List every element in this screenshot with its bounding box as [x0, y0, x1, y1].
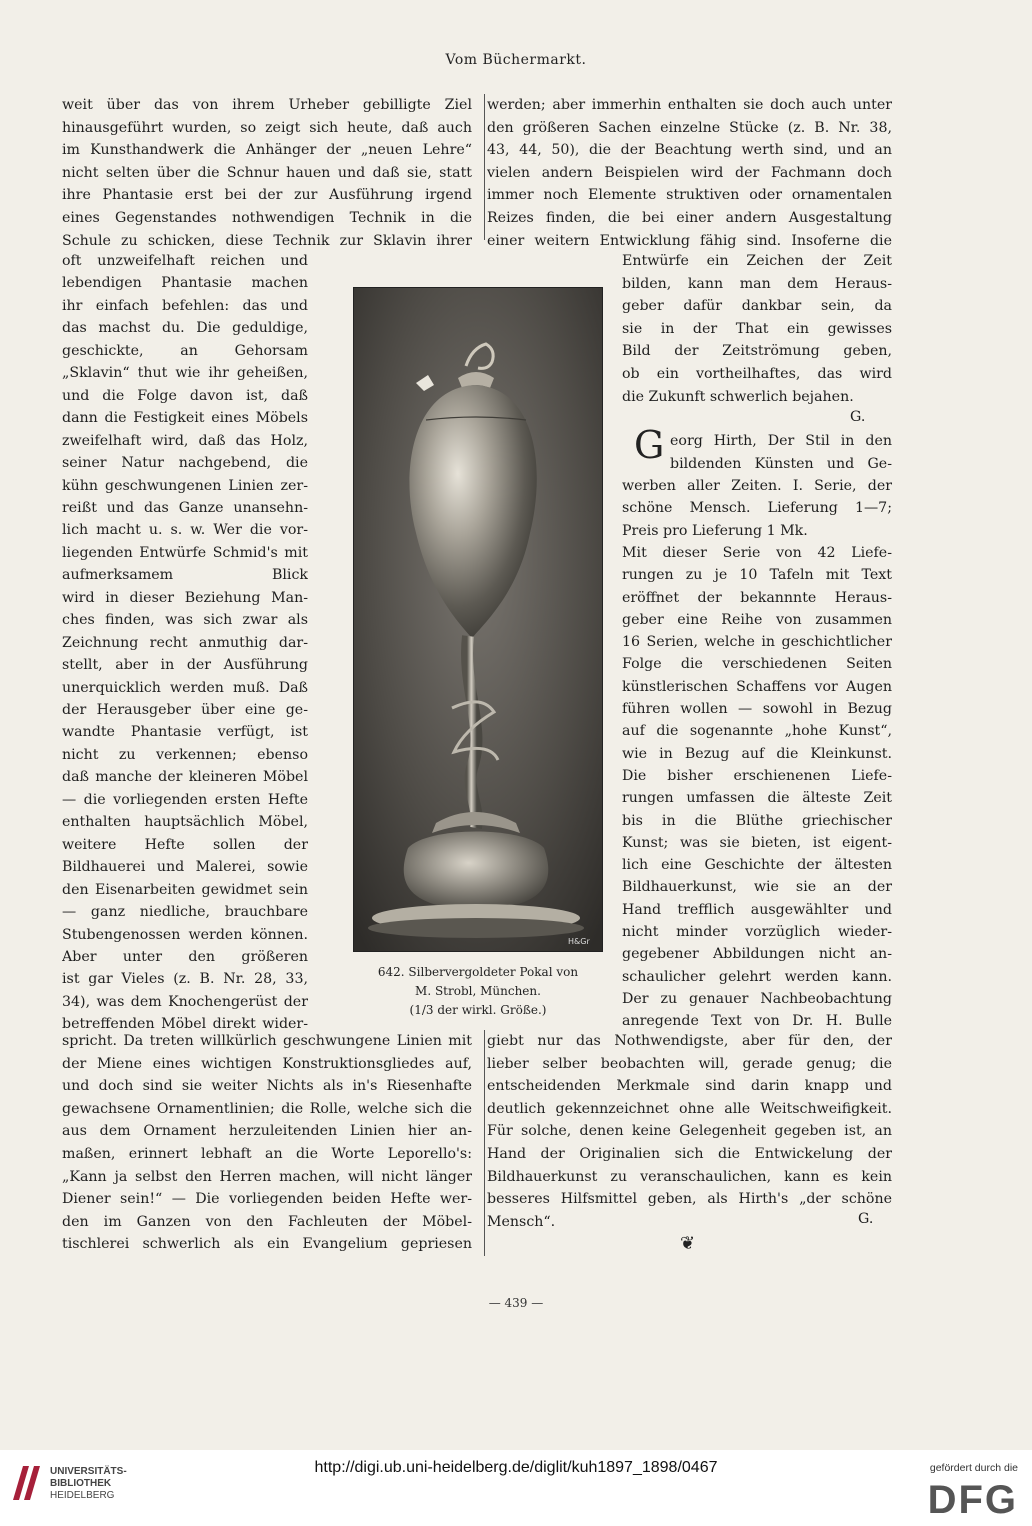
dfg-logo[interactable]: DFG: [927, 1478, 1018, 1522]
text-line: im Kunsthandwerk die Anhänger der „neuen Lehre“: [62, 142, 472, 159]
text-line: den Eisenarbeiten gewidmet sein: [62, 881, 308, 898]
lobed-foot: [404, 832, 549, 911]
text-line: Die bisher erschienenen Liefe-: [622, 767, 892, 784]
text-line: Mensch“.: [487, 1213, 556, 1230]
library-name-line: HEIDELBERG: [50, 1490, 115, 1501]
funding-label: gefördert durch die: [929, 1462, 1018, 1474]
text-line: eröffnet der bekannnte Heraus-: [622, 589, 892, 606]
text-line: dann die Festigkeit eines Möbels: [62, 410, 308, 427]
text-line: bilden, kann man dem Heraus-: [622, 275, 892, 292]
text-line: weit über das von ihrem Urheber gebilligte Ziel: [62, 97, 472, 113]
text-line: hinausgeführt wurden, so zeigt sich heute, daß auch: [62, 119, 472, 136]
text-line: „Sklavin“ thut wie ihr geheißen,: [62, 365, 308, 382]
text-line: auf die sogenannte „hohe Kunst“,: [622, 723, 892, 740]
text-line: deutlich gekennzeichnet ohne alle Weitschweifigkeit.: [487, 1100, 892, 1117]
text-line: schaulicher gelehrt werden kann.: [622, 968, 892, 985]
text-line: Reizes finden, die bei einer andern Ausgestaltung: [487, 210, 892, 226]
text-line: eorg Hirth, Der Stil in den: [670, 433, 892, 449]
text-line: liegenden Entwürfe Schmid's mit: [62, 544, 308, 561]
text-line: maßen, erinnert lebhaft an die Worte Leporello's:: [62, 1146, 472, 1162]
text-line: nicht selten über die Schnur hauen und daß sie, statt: [62, 164, 472, 181]
page-number: — 439 —: [488, 1296, 544, 1310]
text-line: nicht zu verkennen; ebenso: [62, 746, 308, 763]
text-line: rungen umfassen die älteste Zeit: [622, 790, 892, 807]
fleuron-ornament: ❦: [680, 1233, 696, 1254]
library-name-line: BIBLIOTHEK: [50, 1478, 112, 1489]
text-line: künstlerischen Schaffens vor Augen: [622, 678, 892, 695]
text-line: 16 Serien, welche in geschichtlicher: [622, 634, 892, 651]
text-line: Schule zu schicken, diese Technik zur Sklavin ihrer: [62, 232, 472, 249]
text-line: nicht minder vorzüglich wieder-: [622, 924, 892, 940]
text-line: geschickte, an Gehorsam: [62, 342, 308, 359]
text-line: ihr einfach befehlen: das und: [62, 297, 308, 314]
text-line: betreffenden Möbel direkt wider-: [62, 1016, 308, 1033]
text-line: ob ein vortheilhaftes, das wird: [622, 366, 892, 382]
text-line: aus dem Ornament herzuleitenden Linien hier an-: [62, 1123, 472, 1140]
library-name-line: UNIVERSITÄTS-: [50, 1466, 127, 1477]
text-line: — die vorliegenden ersten Hefte: [62, 791, 308, 808]
text-line: der Herausgeber über eine ge-: [62, 702, 308, 718]
text-line: aufmerksamem Blick: [62, 567, 308, 584]
text-line: Hand trefflich ausgewählter und: [622, 901, 892, 918]
text-line: lieber selber beobachten will, gerade genug; die: [487, 1055, 892, 1072]
text-line: vielen andern Beispielen wird der Fachmann doch: [487, 164, 892, 181]
text-line: wandte Phantasie verfügt, ist: [62, 724, 308, 741]
text-line: giebt nur das Nothwendigste, aber für den, der: [487, 1033, 892, 1049]
figure-caption-line-2: M. Strobl, München.: [415, 984, 541, 998]
column-rule-top: [484, 94, 485, 240]
text-line: Stubengenossen werden können.: [62, 926, 308, 943]
text-line: rungen zu je 10 Tafeln mit Text: [622, 567, 892, 584]
column-rule-bottom: [484, 1030, 485, 1256]
text-line: ches finden, was sich zwar als: [62, 612, 308, 629]
text-line: Kunst; was sie bieten, ist eigent-: [622, 834, 892, 851]
text-line: ihre Phantasie erst bei der zur Ausführung irgend: [62, 187, 472, 204]
text-line: lich eine Geschichte der ältesten: [622, 857, 892, 874]
text-line: ist gar Vieles (z. B. Nr. 28, 33,: [62, 971, 308, 988]
text-line: werben aller Zeiten. I. Serie, der: [622, 478, 892, 494]
text-line: Bildhauerkunst zu veranschaulichen, kann es kein: [487, 1168, 892, 1185]
text-line: den größeren Sachen einzelne Stücke (z. B. Nr. 38,: [487, 119, 892, 136]
figure-caption-line-1: 642. Silbervergoldeter Pokal von: [377, 965, 579, 979]
text-line: Aber unter den größeren: [62, 948, 308, 965]
text-line: seiner Natur nachgebend, die: [62, 455, 308, 472]
text-line: einer weitern Entwicklung fähig sind. Insoferne die: [487, 232, 892, 249]
permalink-url[interactable]: http://digi.ub.uni-heidelberg.de/diglit/kuh1897_1898/0467: [314, 1459, 718, 1476]
text-line: der Miene eines wichtigen Konstruktionsgliedes auf,: [62, 1055, 472, 1072]
text-line: tischlerei schwerlich als ein Evangelium gepriesen: [62, 1236, 472, 1253]
text-line: anregende Text von Dr. H. Bulle: [622, 1013, 892, 1030]
text-line: Entwürfe ein Zeichen der Zeit: [622, 253, 892, 269]
text-line: bis in die Blüthe griechischer: [622, 812, 892, 829]
text-line: eines Gegenstandes nothwendigen Technik in die: [62, 210, 472, 226]
text-line: spricht. Da treten willkürlich geschwungene Linien mit: [62, 1033, 472, 1049]
text-line: zweifelhaft wird, daß das Holz,: [62, 432, 308, 449]
text-line: reißt und das Ganze unansehn-: [62, 499, 308, 516]
text-line: Bildhauerei und Malerei, sowie: [62, 859, 308, 876]
text-line: lebendigen Phantasie machen: [62, 275, 308, 292]
text-line: Diener sein!“ — Die vorliegenden beiden Hefte wer-: [62, 1191, 472, 1208]
text-line: entscheidenden Merkmale sind darin knapp und: [487, 1078, 892, 1095]
text-line: Bild der Zeitströmung geben,: [622, 343, 892, 360]
text-line: die Zukunft schwerlich bejahen.: [622, 388, 854, 405]
text-line: immer noch Elemente struktiven oder ornamentalen: [487, 187, 892, 204]
text-line: das machst du. Die geduldige,: [62, 320, 308, 337]
text-line: und doch sind sie weiter Nichts als in's Riesenhafte: [62, 1078, 472, 1095]
signature-g-end: G.: [858, 1211, 874, 1227]
text-line: gewachsene Ornamentlinien; die Rolle, welche sich die: [62, 1100, 472, 1117]
text-line: schöne Mensch. Lieferung 1—7;: [622, 500, 892, 517]
text-line: führen wollen — sowohl in Bezug: [622, 701, 892, 717]
foot-plate: [368, 918, 584, 938]
text-line: Mit dieser Serie von 42 Liefe-: [622, 544, 892, 561]
text-line: bildenden Künsten und Ge-: [670, 455, 892, 472]
text-line: geber eine Reihe von zusammen: [622, 611, 892, 628]
text-line: lich macht u. s. w. Wer die vor-: [62, 522, 308, 539]
text-line: und die Folge davon ist, daß: [62, 387, 308, 404]
text-line: den im Ganzen von den Fachleuten der Möbel-: [62, 1213, 472, 1230]
text-line: oft unzweifelhaft reichen und: [62, 253, 308, 269]
goblet-illustration: [354, 288, 602, 951]
text-line: Preis pro Lieferung 1 Mk.: [622, 522, 808, 539]
running-header: Vom Büchermarkt.: [445, 52, 587, 68]
text-line: daß manche der kleineren Möbel: [62, 769, 308, 786]
figure-caption-line-3: (1/3 der wirkl. Größe.): [409, 1003, 547, 1017]
text-line: unerquicklich werden muß. Daß: [62, 679, 308, 696]
pokal-photograph: [353, 287, 603, 952]
text-line: weitere Hefte sollen der: [62, 836, 308, 853]
text-line: werden; aber immerhin enthalten sie doch auch unter: [487, 97, 892, 113]
text-line: 43, 44, 50), die der Beachtung werth sind, und an: [487, 142, 892, 159]
signature-g: G.: [850, 409, 866, 425]
text-line: Hand der Originalien sich die Entwickelung der: [487, 1146, 892, 1162]
text-line: Bildhauerkunst, wie sie an der: [622, 879, 892, 896]
text-line: gegebener Abbildungen nicht an-: [622, 946, 892, 963]
text-line: Für solche, denen keine Gelegenheit gegeben ist, an: [487, 1123, 892, 1140]
text-line: enthalten hauptsächlich Möbel,: [62, 814, 308, 831]
text-line: sie in der That ein gewisses: [622, 320, 892, 337]
text-line: „Kann ja selbst den Herren machen, will nicht länger: [62, 1168, 472, 1185]
text-line: wie in Bezug auf die Kleinkunst.: [622, 745, 892, 762]
text-line: 34), was dem Knochengerüst der: [62, 993, 308, 1010]
text-line: Folge die verschiedenen Seiten: [622, 656, 892, 673]
text-line: besseres Hilfsmittel geben, als Hirth's „der schöne: [487, 1191, 892, 1208]
text-line: — ganz niedliche, brauchbare: [62, 904, 308, 921]
text-line: Zeichnung recht anmuthig dar-: [62, 634, 308, 651]
engraver-mark: H&Gr: [568, 937, 590, 946]
text-line: Der zu genauer Nachbeobachtung: [622, 990, 892, 1007]
text-line: kühn geschwungenen Linien zer-: [62, 477, 308, 494]
text-line: stellt, aber in der Ausführung: [62, 657, 308, 674]
drop-initial: G: [634, 423, 665, 467]
text-line: geber dafür dankbar sein, da: [622, 298, 892, 315]
text-line: wird in dieser Beziehung Man-: [62, 589, 308, 606]
